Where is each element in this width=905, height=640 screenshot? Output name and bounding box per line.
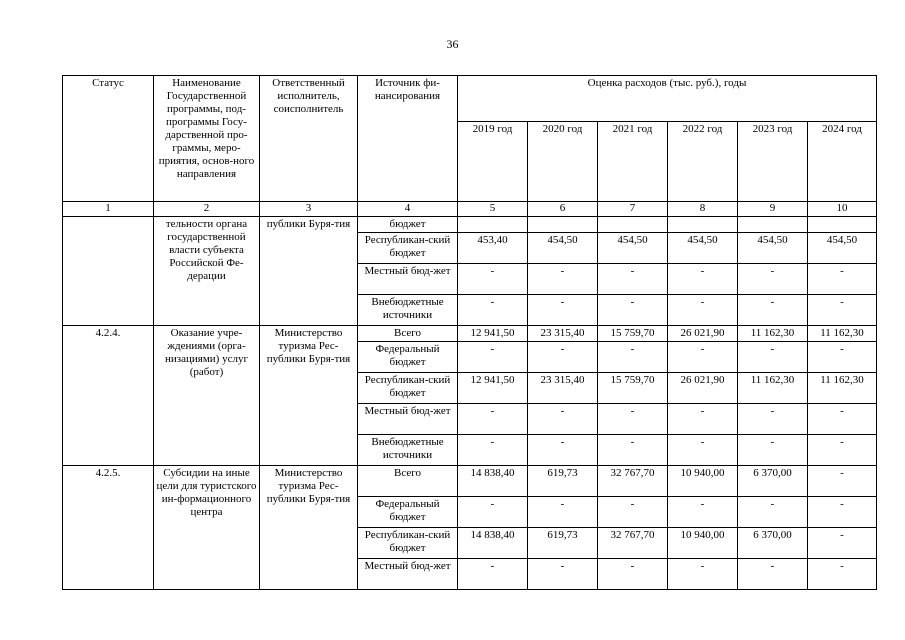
cell-source: Внебюджетные источники: [358, 435, 458, 466]
cell-value: [808, 217, 877, 233]
cell-value: 10 940,00: [668, 466, 738, 497]
cell-value: -: [808, 466, 877, 497]
cell-value: 11 162,30: [738, 326, 808, 342]
cell-value: 14 838,40: [458, 466, 528, 497]
cell-value: -: [808, 342, 877, 373]
cell-value: 15 759,70: [598, 326, 668, 342]
cell-value: 11 162,30: [808, 373, 877, 404]
cell-value: -: [598, 264, 668, 295]
cell-value: -: [598, 295, 668, 326]
column-number: 7: [598, 202, 668, 217]
header-year: 2022 год: [668, 122, 738, 202]
header-year: 2021 год: [598, 122, 668, 202]
cell-value: -: [598, 404, 668, 435]
cell-value: 453,40: [458, 233, 528, 264]
cell-value: -: [528, 342, 598, 373]
cell-value: -: [598, 497, 668, 528]
cell-value: 32 767,70: [598, 528, 668, 559]
cell-value: 619,73: [528, 528, 598, 559]
column-number: 4: [358, 202, 458, 217]
header-year: 2023 год: [738, 122, 808, 202]
cell-value: 454,50: [528, 233, 598, 264]
cell-source: Республикан-ский бюджет: [358, 233, 458, 264]
cell-source: Внебюджетные источники: [358, 295, 458, 326]
cell-value: 454,50: [808, 233, 877, 264]
cell-value: -: [458, 264, 528, 295]
cell-value: 454,50: [598, 233, 668, 264]
cell-value: 26 021,90: [668, 373, 738, 404]
cell-value: -: [738, 404, 808, 435]
cell-responsible: Министерство туризма Рес-публики Буря-тия: [260, 326, 358, 466]
cell-value: -: [808, 295, 877, 326]
cell-value: 11 162,30: [808, 326, 877, 342]
column-number: 10: [808, 202, 877, 217]
header-year: 2020 год: [528, 122, 598, 202]
cell-source: Республикан-ский бюджет: [358, 373, 458, 404]
column-number: 9: [738, 202, 808, 217]
cell-value: -: [668, 404, 738, 435]
cell-value: -: [808, 435, 877, 466]
column-number: 1: [63, 202, 154, 217]
cell-value: -: [808, 264, 877, 295]
cell-status: [63, 217, 154, 326]
cell-source: Федеральный бюджет: [358, 497, 458, 528]
cell-value: -: [808, 559, 877, 590]
cell-source: Местный бюд-жет: [358, 264, 458, 295]
cell-value: [458, 217, 528, 233]
header-year: 2024 год: [808, 122, 877, 202]
cell-source: Федеральный бюджет: [358, 342, 458, 373]
cell-value: -: [528, 264, 598, 295]
cell-value: -: [528, 404, 598, 435]
cell-name: тельности органа государственной власти субъекта Российской Фе-дерации: [154, 217, 260, 326]
cell-value: 454,50: [738, 233, 808, 264]
table-row: [63, 466, 877, 497]
cell-value: -: [738, 264, 808, 295]
cell-value: 12 941,50: [458, 373, 528, 404]
cell-value: -: [458, 497, 528, 528]
cell-value: -: [528, 435, 598, 466]
cell-value: 11 162,30: [738, 373, 808, 404]
cell-name: Оказание учре-ждениями (орга-низациями) услуг (работ): [154, 326, 260, 466]
cell-value: -: [458, 342, 528, 373]
header-source: Источник фи-нансирования: [358, 76, 458, 202]
cell-value: -: [668, 342, 738, 373]
page-number: 36: [446, 37, 459, 51]
cell-value: 23 315,40: [528, 373, 598, 404]
cell-value: 14 838,40: [458, 528, 528, 559]
table-row: [63, 217, 877, 233]
cell-value: 26 021,90: [668, 326, 738, 342]
header-name: Наименование Государственной программы, под-программы Госу-дарственной про-граммы, меро-приятия, основ-ного направления: [154, 76, 260, 202]
cell-status: 4.2.5.: [63, 466, 154, 590]
cell-value: 23 315,40: [528, 326, 598, 342]
header-expenses: Оценка расходов (тыс. руб.), годы: [458, 76, 877, 122]
cell-value: 15 759,70: [598, 373, 668, 404]
cell-name: Субсидии на иные цели для туристского ин-формационного центра: [154, 466, 260, 590]
expenses-table: [62, 75, 877, 590]
cell-value: 32 767,70: [598, 466, 668, 497]
header-responsible: Ответственный исполнитель, соисполнитель: [260, 76, 358, 202]
cell-responsible: публики Буря-тия: [260, 217, 358, 326]
cell-value: [738, 217, 808, 233]
cell-value: -: [668, 559, 738, 590]
cell-source: Всего: [358, 326, 458, 342]
cell-source: Республикан-ский бюджет: [358, 528, 458, 559]
cell-source: Местный бюд-жет: [358, 559, 458, 590]
table-row: [63, 326, 877, 342]
header-year: 2019 год: [458, 122, 528, 202]
cell-value: -: [668, 435, 738, 466]
cell-value: -: [598, 342, 668, 373]
cell-value: -: [668, 497, 738, 528]
cell-value: 6 370,00: [738, 466, 808, 497]
column-number: 8: [668, 202, 738, 217]
cell-value: 12 941,50: [458, 326, 528, 342]
cell-value: -: [528, 295, 598, 326]
cell-value: -: [738, 559, 808, 590]
column-number: 2: [154, 202, 260, 217]
cell-value: -: [738, 295, 808, 326]
cell-value: 619,73: [528, 466, 598, 497]
cell-value: -: [528, 559, 598, 590]
cell-source: бюджет: [358, 217, 458, 233]
cell-status: 4.2.4.: [63, 326, 154, 466]
cell-value: 6 370,00: [738, 528, 808, 559]
column-number: 6: [528, 202, 598, 217]
cell-responsible: Министерство туризма Рес-публики Буря-тия: [260, 466, 358, 590]
column-numbers-row: [63, 202, 877, 217]
column-number: 3: [260, 202, 358, 217]
cell-value: -: [598, 559, 668, 590]
cell-value: [598, 217, 668, 233]
cell-value: [668, 217, 738, 233]
header-status: Статус: [63, 76, 154, 202]
cell-value: -: [668, 295, 738, 326]
cell-value: -: [528, 497, 598, 528]
cell-source: Всего: [358, 466, 458, 497]
cell-value: 454,50: [668, 233, 738, 264]
cell-value: -: [808, 497, 877, 528]
cell-value: -: [458, 404, 528, 435]
cell-value: -: [808, 404, 877, 435]
cell-value: 10 940,00: [668, 528, 738, 559]
cell-value: -: [738, 342, 808, 373]
cell-value: -: [808, 528, 877, 559]
cell-value: -: [738, 435, 808, 466]
cell-value: -: [668, 264, 738, 295]
cell-value: -: [458, 295, 528, 326]
cell-source: Местный бюд-жет: [358, 404, 458, 435]
header-row: [63, 76, 877, 122]
column-number: 5: [458, 202, 528, 217]
cell-value: -: [458, 559, 528, 590]
cell-value: -: [598, 435, 668, 466]
cell-value: -: [458, 435, 528, 466]
cell-value: -: [738, 497, 808, 528]
cell-value: [528, 217, 598, 233]
